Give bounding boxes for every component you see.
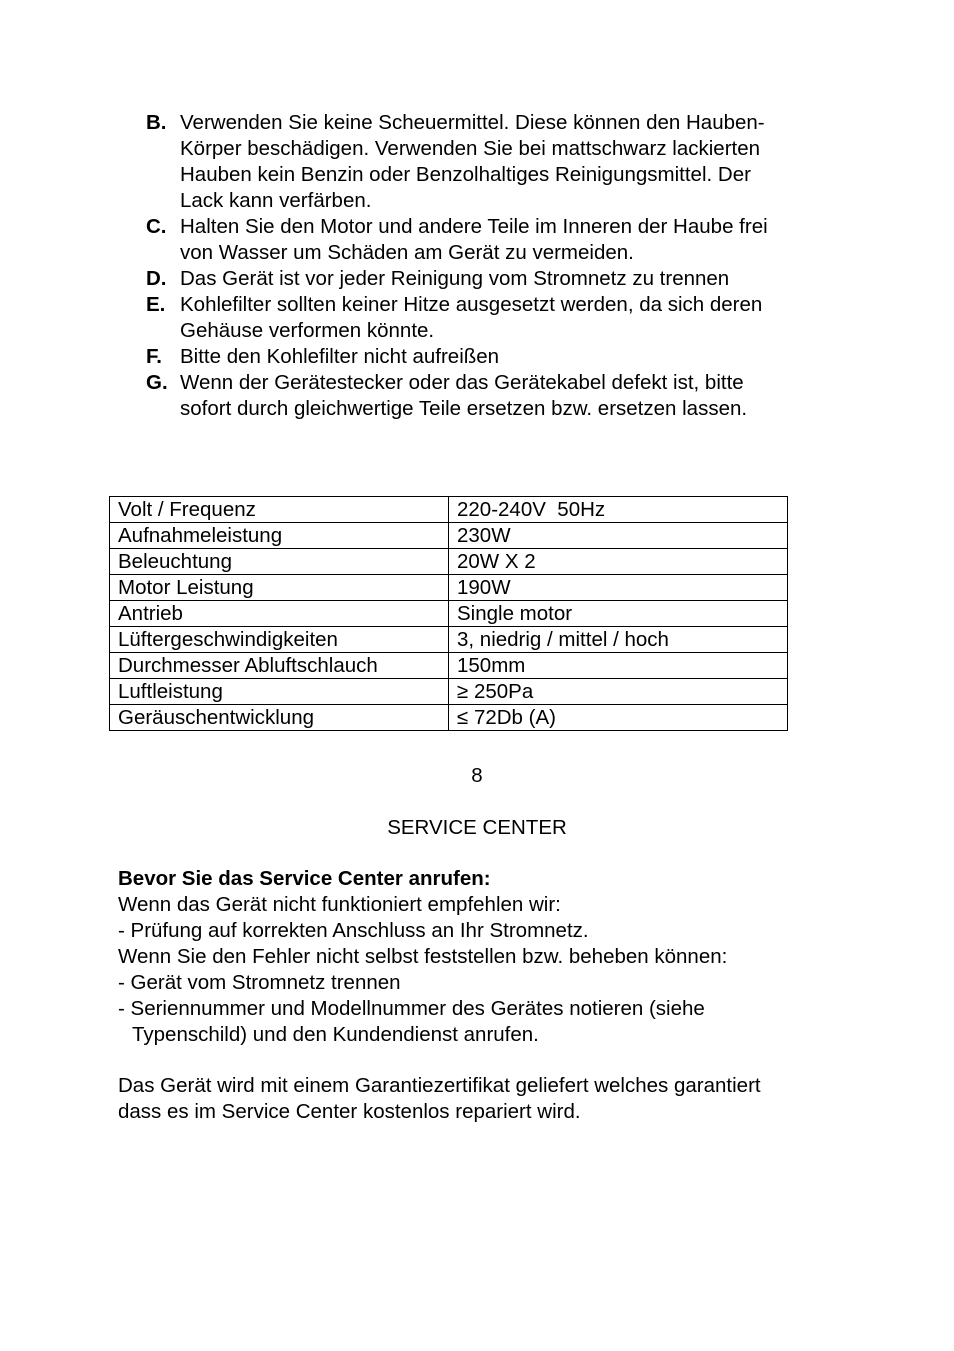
instruction-line: Lack kann verfärben. [180,189,372,212]
instruction-text [180,110,846,214]
table-row [110,679,788,705]
instruction-letter: B. [146,111,167,134]
spec-label: Volt / Frequenz [110,497,449,523]
service-heading: Bevor Sie das Service Center anrufen: [118,867,491,890]
service-if-not: Wenn Sie den Fehler nicht selbst feststellen bzw. beheben können: [118,945,728,968]
instruction-line: Körper beschädigen. Verwenden Sie bei mattschwarz lackierten [180,137,761,160]
page-number: 8 [471,764,483,787]
table-row [110,705,788,731]
service-instructions [118,866,848,1048]
instruction-line: Hauben kein Benzin oder Benzolhaltiges Reinigungsmittel. Der [180,163,751,186]
instruction-item-b [146,110,846,214]
table-row [110,549,788,575]
warranty-line: dass es im Service Center kostenlos repariert wird. [118,1100,581,1123]
instruction-letter: G. [146,371,168,394]
warranty-line: Das Gerät wird mit einem Garantiezertifikat geliefert welches garantiert [118,1074,761,1097]
instruction-letter: C. [146,215,167,238]
instruction-text [180,344,846,370]
spec-value: 190W [449,575,788,601]
instruction-line: Bitte den Kohlefilter nicht aufreißen [180,345,500,368]
table-row [110,601,788,627]
spec-label: Beleuchtung [110,549,449,575]
warranty-note [118,1073,848,1125]
table-row [110,575,788,601]
spec-value: 220-240V 50Hz [449,497,788,523]
instruction-line: Gehäuse verformen könnte. [180,319,435,342]
cleaning-instructions-list [146,110,846,422]
instruction-item-g [146,370,846,422]
table-row [110,653,788,679]
instruction-line: sofort durch gleichwertige Teile ersetzen bzw. ersetzen lassen. [180,397,748,420]
instruction-text [180,292,846,344]
spec-value: 230W [449,523,788,549]
spec-value: 3, niedrig / mittel / hoch [449,627,788,653]
service-check: - Prüfung auf korrekten Anschluss an Ihr Stromnetz. [118,919,589,942]
instruction-line: Verwenden Sie keine Scheuermittel. Diese können den Hauben- [180,111,765,134]
instruction-text [180,214,846,266]
instruction-text [180,266,846,292]
spec-label: Geräuschentwicklung [110,705,449,731]
instruction-line: Halten Sie den Motor und andere Teile im Inneren der Haube frei [180,215,768,238]
instruction-item-f [146,344,846,370]
spec-label: Lüftergeschwindigkeiten [110,627,449,653]
instruction-letter: F. [146,345,162,368]
instruction-item-d [146,266,846,292]
table-row [110,523,788,549]
spec-label: Motor Leistung [110,575,449,601]
spec-label: Luftleistung [110,679,449,705]
service-step-2: - Seriennummer und Modellnummer des Gerätes notieren (siehe [118,997,705,1020]
spec-value: 150mm [449,653,788,679]
service-step-1: - Gerät vom Stromnetz trennen [118,971,401,994]
instruction-line: Kohlefilter sollten keiner Hitze ausgesetzt werden, da sich deren [180,293,763,316]
spec-value: ≤ 72Db (A) [449,705,788,731]
instruction-text [180,370,846,422]
spec-value: ≥ 250Pa [449,679,788,705]
spec-label: Antrieb [110,601,449,627]
spec-label: Aufnahmeleistung [110,523,449,549]
spec-value: Single motor [449,601,788,627]
table-row [110,497,788,523]
instruction-letter: E. [146,293,166,316]
instruction-line: Wenn der Gerätestecker oder das Gerätekabel defekt ist, bitte [180,371,744,394]
service-center-title: SERVICE CENTER [387,816,567,839]
service-step-2-continued: Typenschild) und den Kundendienst anrufen. [132,1023,539,1046]
instruction-letter: D. [146,267,167,290]
service-intro: Wenn das Gerät nicht funktioniert empfehlen wir: [118,893,561,916]
instruction-item-e [146,292,846,344]
instruction-line: von Wasser um Schäden am Gerät zu vermeiden. [180,241,634,264]
spec-value: 20W X 2 [449,549,788,575]
technical-specifications-table [109,496,788,731]
spec-label: Durchmesser Abluftschlauch [110,653,449,679]
table-row [110,627,788,653]
instruction-item-c [146,214,846,266]
instruction-line: Das Gerät ist vor jeder Reinigung vom Stromnetz zu trennen [180,267,730,290]
